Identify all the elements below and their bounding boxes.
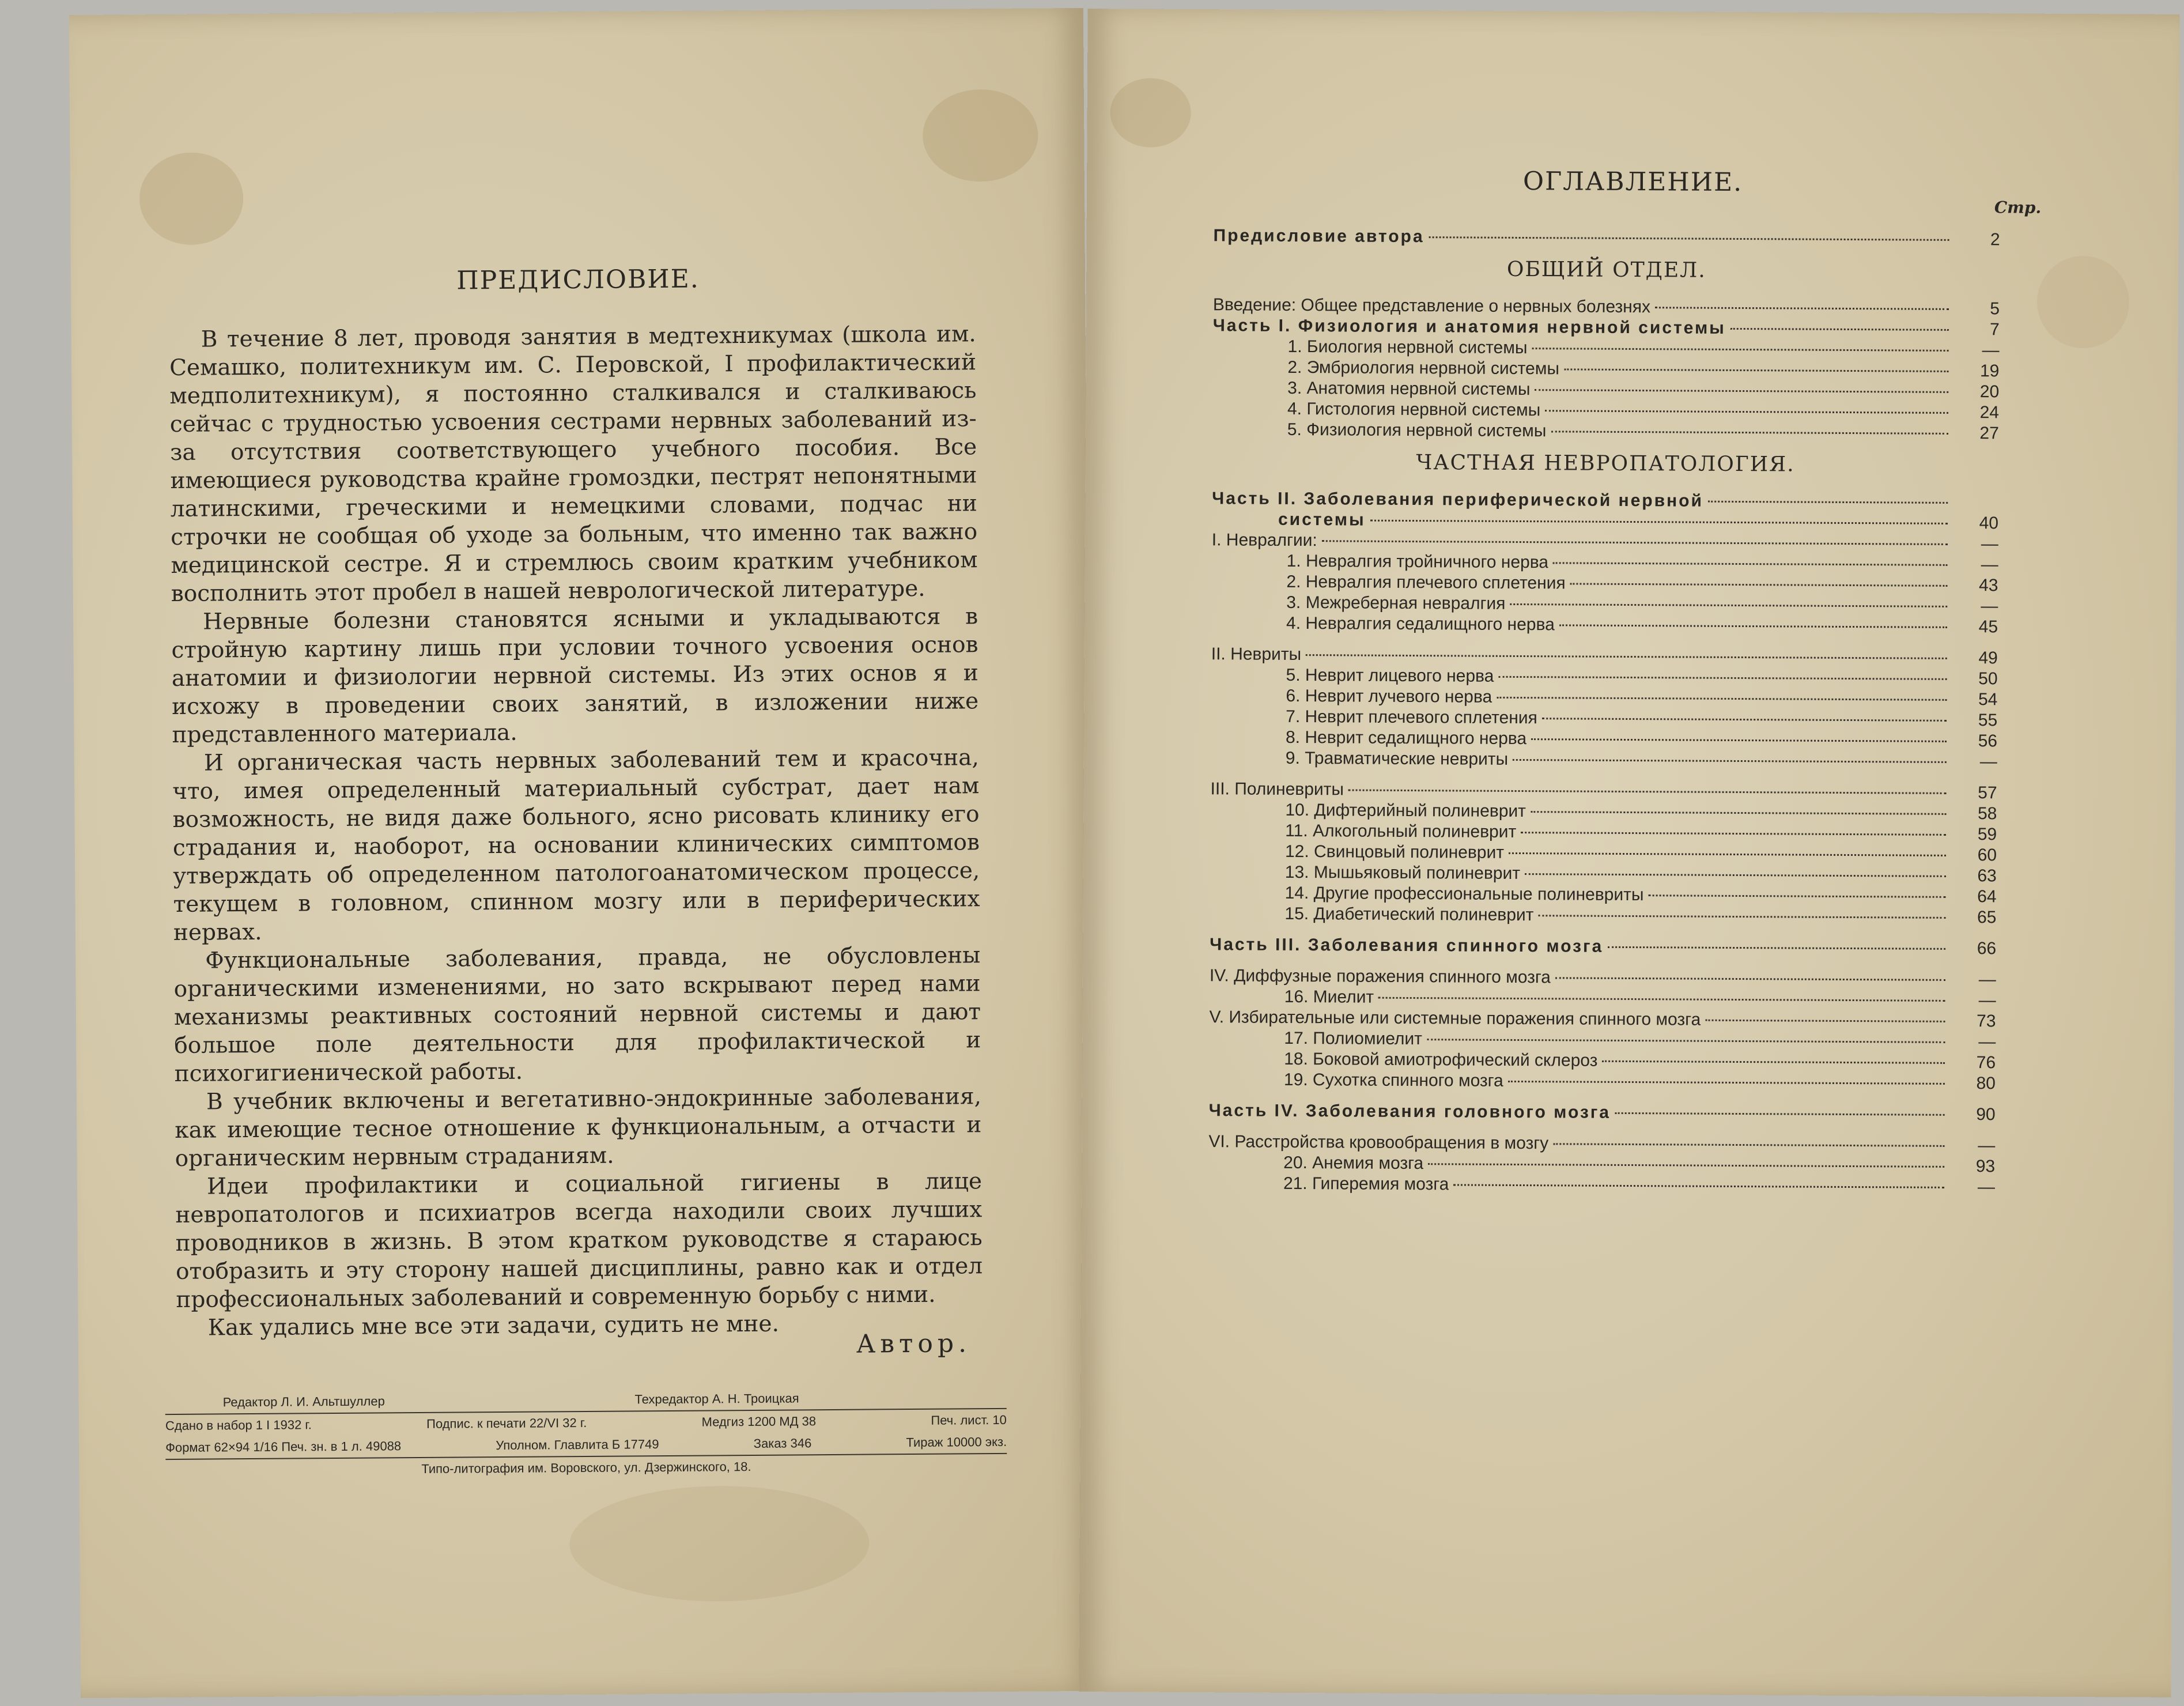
toc-entry: системы 40 [1278, 509, 1999, 533]
dot-leader [1509, 852, 1946, 856]
contents-list [1208, 225, 2000, 1198]
dot-leader [1559, 624, 1947, 628]
preface-paragraph: Идеи профилактики и социальной гигиены в лице невропатологов и психиатров всегда находили своих лучших проводников в жизнь. В этом кратком руководстве я стараюсь отобразить и эту сторону нашей дисциплины, равно как и отдел профессиональных заболеваний и современную борьбу с ними. [175, 1168, 983, 1313]
dot-leader [1453, 1184, 1944, 1188]
dot-leader [1705, 1020, 1945, 1022]
preface-paragraph: Функциональные заболевания, правда, не обусловлены органическими изменениями, но зато вскрывают перед нами механизмы реактивных состояний нервной системы и дают большое поле деятельности для профилактической и психогигиенической работы. [173, 942, 981, 1087]
preface-paragraph: В учебник включены и вегетативно-эндокринные заболевания, как имеющие тесное отношение к функциональным, а отчасти и органическим нервным страданиям. [175, 1084, 982, 1172]
toc-subentry: 8. Неврит седалищного нерва 56 [1285, 727, 1998, 751]
toc-entry: Часть I. Физиология и анатомия нервной системы 7 [1212, 316, 2000, 339]
toc-entry: IV. Диффузные поражения спинного мозга — [1209, 966, 1996, 990]
preface-paragraph: В течение 8 лет, проводя занятия в медтехникумах (школа им. Семашко, политехникум им. С. Перовской, I профилактический медполитехникум), я постоянно сталкивался и сталкиваюсь сейчас с трудностью усвоения сестрами нервных заболеваний из-за отсутствия соответствующего учебного пособия. Все имеющиеся руководства крайне громоздки, пестрят непонятными латинскими, греческими и немецкими словами, подчас ни строчки не сообщая об уходе за больным, что именно так важно медицинской сестре. Я и стремлюсь своим кратким учебником восполнить этот пробел в нашей неврологической литературе. [169, 321, 978, 607]
preface-paragraph: И органическая часть нервных заболеваний тем и красочна, что, имея определенный материальный субстрат, дает нам возможность, не видя даже больного, ясно рисовать клинику его страдания и, наоборот, на основании клинических симптомов утверждать об определенном патологоанатомическом процессе, текущем в головном, спинном мозгу или в периферических нервах. [172, 745, 980, 946]
toc-subentry: 4. Невралгия седалищного нерва 45 [1286, 613, 1998, 637]
dot-leader [1429, 236, 1949, 241]
imprint-field: Заказ 346 [753, 1436, 812, 1451]
toc-entry: I. Невралгии: — [1211, 530, 1998, 554]
imprint-field: Медгиз 1200 МД 38 [701, 1414, 817, 1429]
dot-leader [1322, 540, 1948, 545]
toc-subentry: 14. Другие профессиональные полиневриты 64 [1284, 883, 1997, 907]
dot-leader [1553, 1143, 1944, 1147]
toc-subentry: 1. Невралгия тройничного нерва — [1286, 551, 1998, 575]
dot-leader [1348, 789, 1947, 794]
dot-leader [1648, 894, 1945, 898]
imprint-field: Сдано в набор 1 I 1932 г. [165, 1417, 312, 1433]
imprint-field: Формат 62×94 1/16 Печ. зн. в 1 л. 49088 [165, 1439, 402, 1455]
dot-leader [1615, 1112, 1945, 1116]
dot-leader [1535, 389, 1948, 393]
preface-title: ПРЕДИСЛОВИЕ. [456, 264, 700, 296]
toc-subentry: 5. Неврит лицевого нерва 50 [1286, 665, 1998, 689]
toc-subentry: 17. Полиомиелит — [1284, 1028, 1996, 1052]
dot-leader [1428, 1163, 1944, 1168]
dot-leader [1602, 1060, 1945, 1064]
dot-leader [1525, 873, 1946, 877]
dot-leader [1570, 583, 1948, 586]
dot-leader [1427, 1039, 1945, 1043]
toc-group [1211, 665, 1998, 772]
dot-leader [1378, 997, 1945, 1002]
dot-leader [1508, 1081, 1945, 1085]
page-column-header: Стр. [1994, 198, 2042, 217]
toc-group [1212, 336, 2000, 444]
toc-subentry: 1. Биология нервной системы — [1287, 337, 2000, 360]
dot-leader [1655, 307, 1949, 310]
toc-subentry: 12. Свинцовый полиневрит 60 [1284, 841, 1997, 865]
stain [569, 1485, 870, 1603]
toc-entry: Предисловие автора 2 [1213, 226, 2000, 250]
toc-subentry: 15. Диабетический полиневрит 65 [1284, 904, 1997, 927]
dot-leader [1306, 654, 1947, 659]
dot-leader [1545, 410, 1948, 414]
dot-leader [1564, 368, 1948, 372]
toc-subentry: 2. Эмбриология нервной системы 19 [1287, 357, 2000, 381]
stain [923, 89, 1038, 182]
toc-group [1210, 799, 1997, 928]
dot-leader [1608, 946, 1945, 950]
preface-signature: Автор. [856, 1328, 972, 1359]
toc-subentry: 21. Гиперемия мозга — [1283, 1173, 1996, 1197]
toc-subentry: 2. Невралгия плечевого сплетения 43 [1286, 572, 1998, 595]
dot-leader [1510, 603, 1947, 607]
dot-leader [1708, 501, 1948, 504]
dot-leader [1555, 977, 1945, 981]
dot-leader [1521, 832, 1946, 836]
dot-leader [1497, 697, 1947, 701]
left-page [69, 8, 1095, 1698]
printer-line: Типо-литография им. Воровского, ул. Дзержинского, 18. [421, 1459, 751, 1476]
dot-leader [1538, 915, 1945, 919]
stain [1110, 78, 1191, 148]
imprint-field: Тираж 10000 экз. [906, 1434, 1007, 1450]
toc-subentry: 18. Боковой амиотрофический склероз 76 [1284, 1049, 1996, 1073]
toc-subentry: 7. Неврит плечевого сплетения 55 [1286, 707, 1998, 730]
toc-subentry: 5. Физиология нервной системы 27 [1287, 420, 1999, 443]
imprint-field: Печ. лист. 10 [931, 1412, 1007, 1428]
right-page [1079, 9, 2179, 1697]
dot-leader [1553, 562, 1948, 566]
dot-leader [1551, 431, 1948, 435]
preface-paragraph: Нервные болезни становятся ясными и укладываются в стройную картину лишь при условии точного усвоения основ анатомии и физиологии нервной системы. Из этих основ я и исхожу в проведении своих занятий, в изложении ниже представленного материала. [171, 603, 979, 748]
toc-entry: Часть III. Заболевания спинного мозга 66 [1210, 935, 1997, 958]
toc-subentry: 13. Мышьяковый полиневрит 63 [1284, 862, 1997, 886]
toc-group [1209, 1028, 1996, 1094]
toc-subentry: 20. Анемия мозга 93 [1283, 1153, 1996, 1176]
toc-entry: Часть IV. Заболевания головного мозга 90 [1208, 1101, 1996, 1124]
stain [2037, 256, 2130, 349]
toc-subentry: 10. Дифтерийный полиневрит 58 [1285, 800, 1997, 824]
toc-subentry: 3. Анатомия нервной системы 20 [1287, 378, 2000, 402]
dot-leader [1498, 676, 1947, 680]
dot-leader [1531, 738, 1947, 742]
dot-leader [1542, 718, 1947, 722]
toc-subentry: 16. Миелит — [1284, 987, 1996, 1010]
toc-group [1208, 1152, 1995, 1198]
toc-subentry: 3. Межреберная невралгия — [1286, 592, 1998, 616]
toc-subentry: 6. Неврит лучевого нерва 54 [1286, 686, 1998, 709]
toc-group [1211, 550, 1998, 637]
section-heading: ЧАСТНАЯ НЕВРОПАТОЛОГИЯ. [1416, 451, 1795, 477]
section-heading: ОБЩИЙ ОТДЕЛ. [1506, 257, 1706, 282]
imprint-field: Уполном. Главлита Б 17749 [496, 1437, 659, 1453]
toc-entry: Введение: Общее представление о нервных болезнях 5 [1212, 295, 2000, 319]
dot-leader [1370, 520, 1948, 524]
toc-entry: III. Полиневриты 57 [1210, 779, 1997, 803]
toc-entry: II. Невриты 49 [1211, 644, 1998, 668]
stain [139, 152, 244, 245]
preface-paragraph: Как удались мне все эти задачи, судить не мне. [207, 1311, 780, 1341]
toc-entry: VI. Расстройства кровообращения в мозгу — [1208, 1132, 1996, 1156]
imprint-field: Подпис. к печати 22/VI 32 г. [426, 1415, 587, 1431]
tech-editor: Техредактор А. Н. Троицкая [634, 1391, 799, 1407]
dot-leader [1730, 328, 1949, 331]
imprint [165, 1386, 1007, 1482]
contents-title: ОГЛАВЛЕНИЕ. [1522, 167, 1743, 198]
dot-leader [1513, 759, 1947, 763]
dot-leader [1531, 811, 1946, 815]
toc-subentry: 11. Алкогольный полиневрит 59 [1285, 821, 1997, 844]
toc-entry: V. Избирательные или системные поражения спинного мозга 73 [1209, 1007, 1996, 1031]
toc-subentry: 4. Гистология нервной системы 24 [1287, 399, 2000, 422]
toc-entry: Часть II. Заболевания периферической нервной [1212, 488, 1998, 513]
toc-subentry: 19. Сухотка спинного мозга 80 [1283, 1070, 1996, 1093]
dot-leader [1532, 348, 1948, 352]
preface-body [169, 320, 983, 1342]
toc-subentry: 9. Травматические невриты — [1285, 748, 1997, 772]
editor: Редактор Л. И. Альтшуллер [222, 1394, 385, 1410]
